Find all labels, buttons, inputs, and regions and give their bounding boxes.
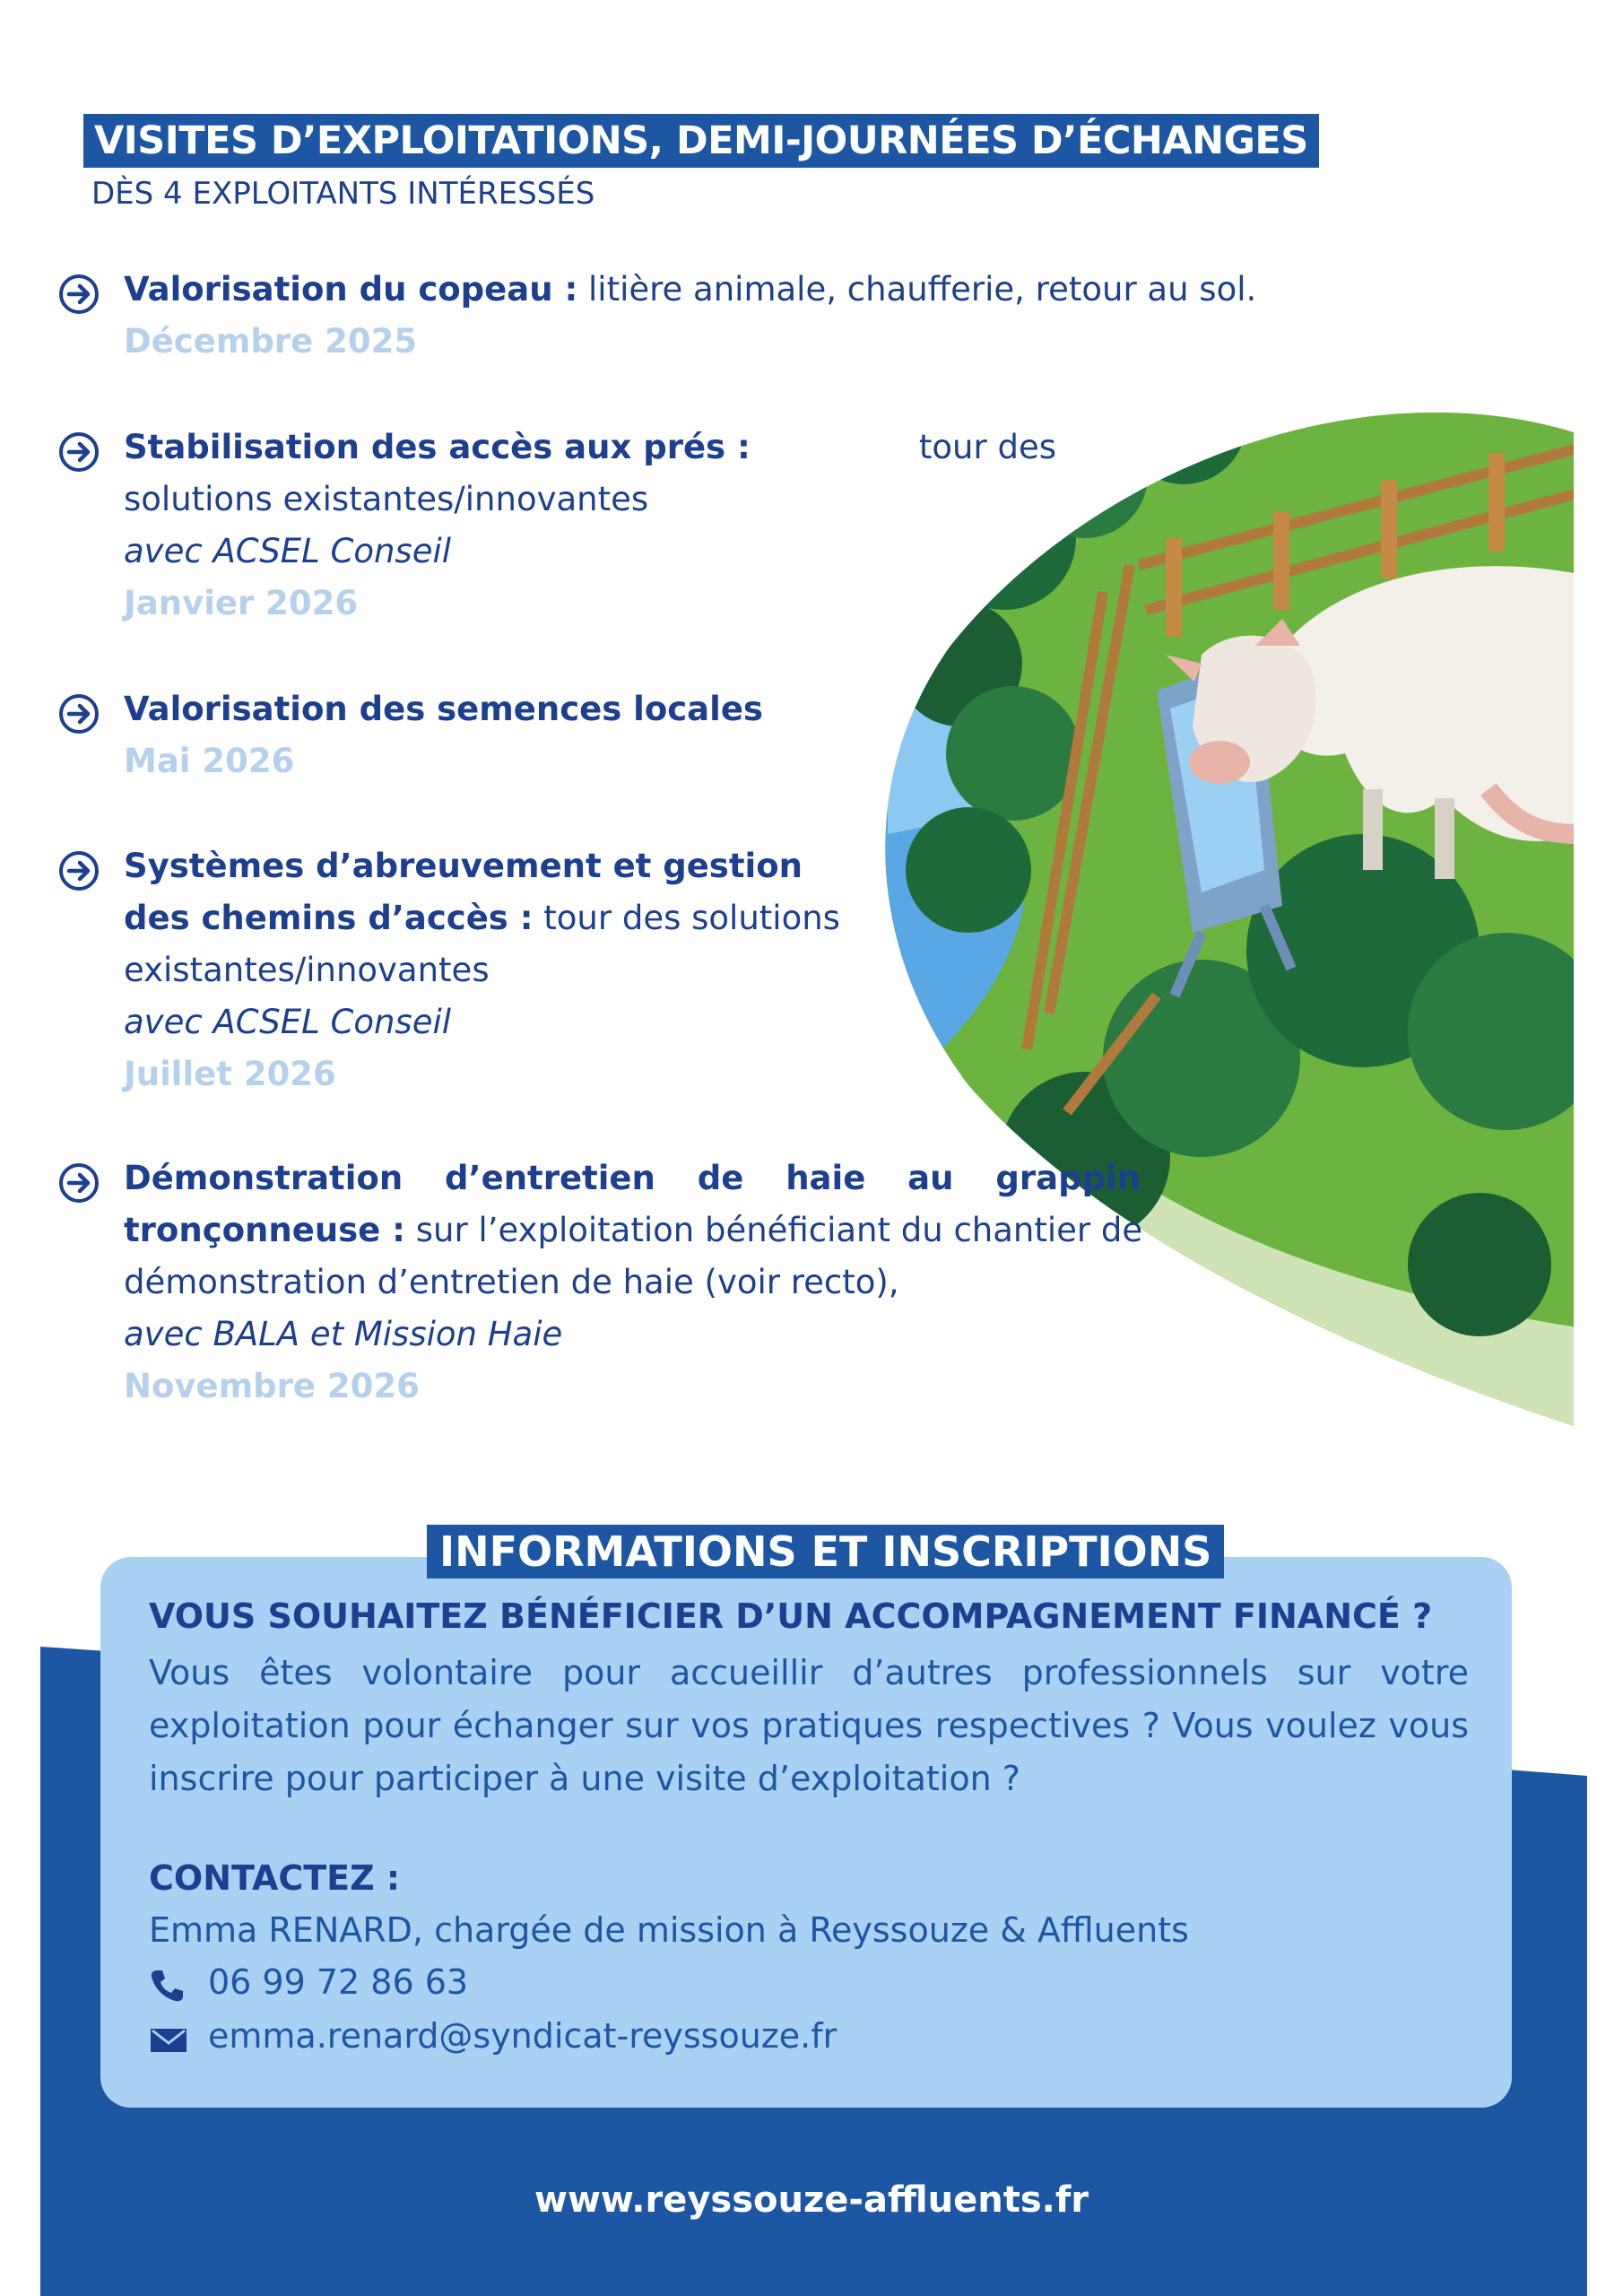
page-title: VISITES D’EXPLOITATIONS, DEMI-JOURNÉES D’ÉCHANGES bbox=[83, 114, 1319, 168]
event-description: tour des solutions bbox=[543, 899, 840, 937]
event-description: solutions existantes/innovantes bbox=[124, 480, 649, 518]
info-question: VOUS SOUHAITEZ BÉNÉFICIER D’UN ACCOMPAGNEMENT FINANCÉ ? bbox=[149, 1596, 1433, 1636]
info-title: INFORMATIONS ET INSCRIPTIONS bbox=[427, 1525, 1224, 1578]
event-partner: avec ACSEL Conseil bbox=[124, 532, 452, 570]
event-description: démonstration d’entretien de haie (voir recto), bbox=[124, 1263, 899, 1301]
phone-icon bbox=[149, 1968, 185, 2004]
event-title: Systèmes d’abreuvement et gestion bbox=[124, 847, 803, 885]
event-description: tour des bbox=[918, 428, 1056, 466]
event-title: tronçonneuse : bbox=[124, 1211, 405, 1249]
website-link[interactable]: www.reyssouze-affluents.fr bbox=[534, 2179, 1089, 2221]
event-partner: avec ACSEL Conseil bbox=[124, 1003, 452, 1041]
page-subtitle: DÈS 4 EXPLOITANTS INTÉRESSÉS bbox=[91, 176, 595, 212]
event-description: litière animale, chaufferie, retour au sol. bbox=[588, 270, 1257, 309]
event-date: Janvier 2026 bbox=[124, 584, 359, 622]
envelope-icon bbox=[149, 2022, 188, 2057]
arrow-circle-icon bbox=[57, 1161, 100, 1205]
event-body bbox=[124, 683, 931, 787]
arrow-circle-icon bbox=[57, 430, 100, 474]
contact-phone[interactable]: 06 99 72 86 63 bbox=[208, 1962, 469, 2002]
event-body bbox=[124, 840, 913, 1100]
event-date: Décembre 2025 bbox=[124, 322, 418, 361]
arrow-circle-icon bbox=[57, 849, 100, 892]
info-paragraph: Vous êtes volontaire pour accueillir d’autres professionnels sur votre exploitation pour échanger sur vos pratiques respectives ? Vous voulez vous inscrire pour participer à une visite d’exploitation ? bbox=[149, 1653, 1469, 1798]
event-date: Novembre 2026 bbox=[124, 1367, 420, 1405]
event-description: sur l’exploitation bénéficiant du chantier de bbox=[415, 1211, 1143, 1249]
event-title: Valorisation des semences locales bbox=[124, 690, 763, 728]
event-description: existantes/innovantes bbox=[124, 951, 490, 989]
contact-email[interactable]: emma.renard@syndicat-reyssouze.fr bbox=[208, 2016, 838, 2056]
event-partner: avec BALA et Mission Haie bbox=[124, 1315, 563, 1353]
event-date: Juillet 2026 bbox=[124, 1055, 336, 1093]
event-body bbox=[124, 422, 1056, 630]
event-body bbox=[124, 264, 1397, 368]
event-title: Démonstration d’entretien de haie au grappin bbox=[124, 1159, 1141, 1197]
event-body bbox=[124, 1152, 1298, 1413]
contact-name: Emma RENARD, chargée de mission à Reyssouze & Affluents bbox=[149, 1910, 1189, 1950]
arrow-circle-icon bbox=[57, 692, 100, 735]
contact-heading: CONTACTEZ : bbox=[149, 1858, 401, 1898]
event-title: Stabilisation des accès aux prés : bbox=[124, 428, 751, 466]
event-date: Mai 2026 bbox=[124, 742, 295, 780]
event-title: des chemins d’accès : bbox=[124, 899, 534, 937]
arrow-circle-icon bbox=[57, 273, 100, 316]
event-title: Valorisation du copeau : bbox=[124, 270, 578, 309]
